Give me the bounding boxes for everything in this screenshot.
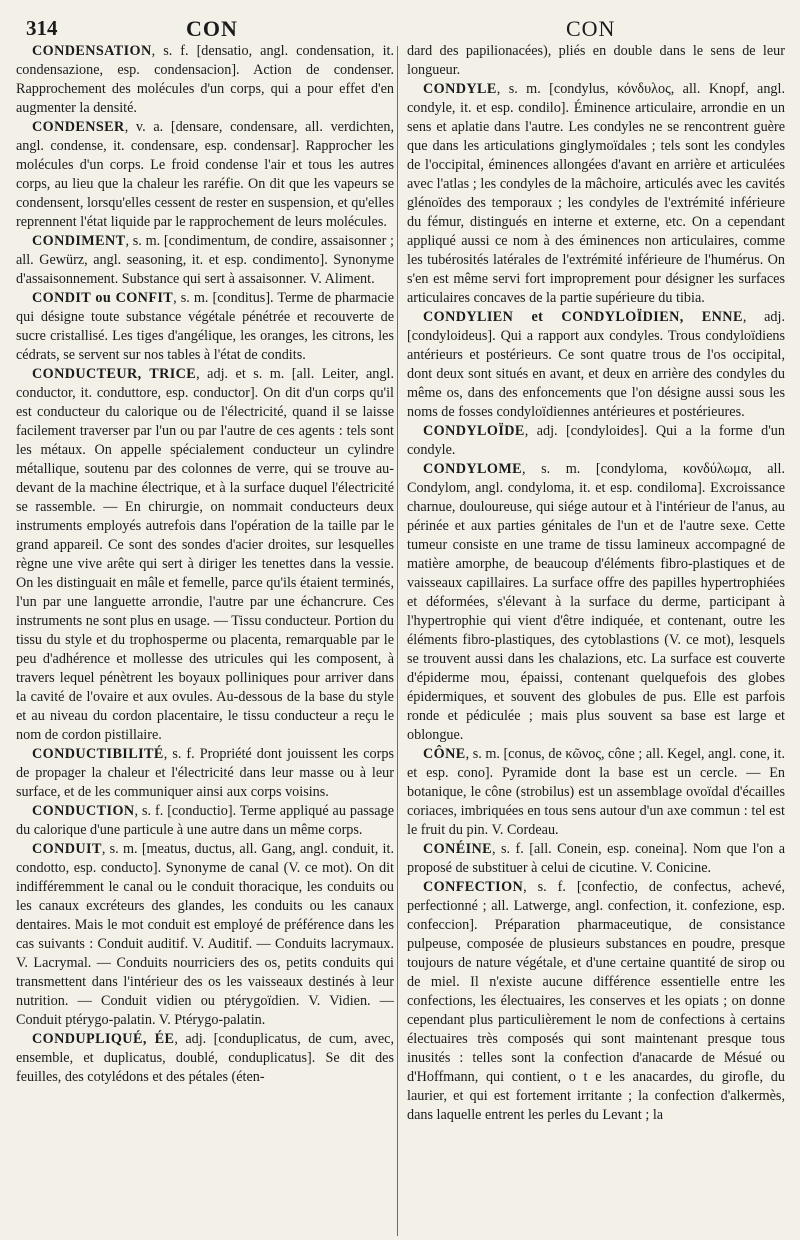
running-head-right: CON <box>566 16 616 41</box>
entry-headword: CONFECTION <box>423 879 524 895</box>
entry-headword: CONDYLE <box>423 81 497 97</box>
dictionary-entry <box>16 745 394 802</box>
entry-text: , s. m. [meatus, ductus, all. Gang, angl. conduit, it. condotto, esp. conducto]. Synonyme de canal (V. ce mot). On dit indifféremment le canal ou le conduit thoracique, les conduits ou les canaux excréteurs des glandes, les conduits ou les canaux dentaires. Mais le mot conduit est employé de préférence dans les cas suivants : Conduit auditif. V. Auditif. — Conduits lacrymaux. V. Lacrymal. — Conduits nourriciers des os, petits conduits qui transmettent dans l'intérieur des os les vaisseaux destinés à leur nutrition. — Conduit vidien ou ptérygoïdien. V. Vidien. — Conduit ptérygo-palatin. V. Ptérygo-palatin. <box>16 841 394 1028</box>
entry-headword: CONDENSER <box>32 119 125 135</box>
right-column <box>407 42 785 1238</box>
entry-headword: CONDUIT <box>32 841 102 857</box>
entry-text: , adj. [condyloideus]. Qui a rapport aux condyles. Trous condyloïdiens antérieurs et postérieurs. Ce sont quatre trous de l'os occipital, dont deux sont situés en avant, et deux en arrière des condyles du même os, dans des enfoncements que l'on désigne aussi sous les noms de fosses condyloïdiennes antérieures et postérieures. <box>407 309 785 420</box>
dictionary-entry <box>16 802 394 840</box>
dictionary-entry <box>407 878 785 1125</box>
dictionary-entry <box>16 840 394 1030</box>
dictionary-entry <box>16 42 394 118</box>
entry-headword: CONDYLIEN et CONDYLOÏDIEN, ENNE <box>423 309 743 325</box>
page-number: 314 <box>26 16 58 40</box>
entry-headword: CONDYLOÏDE <box>423 423 525 439</box>
entry-text: , adj. [condyloides]. Qui a la forme d'un condyle. <box>407 423 785 458</box>
running-head-left: CON <box>186 16 238 41</box>
entry-headword: CONÉINE <box>423 841 493 857</box>
entry-text: , s. m. [condimentum, de condire, assaisonner ; all. Gewürz, angl. seasoning, it. et esp. condimento]. Synonyme d'assaisonnement. Substance qui sert à assaisonner. V. Aliment. <box>16 233 394 287</box>
dictionary-entry <box>16 232 394 289</box>
dictionary-entry <box>16 289 394 365</box>
entry-text: , s. f. [densatio, angl. condensation, it. condensazione, esp. condensacion]. Action de condenser. Rapprochement des molécules d'un corps, qui a pour effet d'en augmenter la densité. <box>16 43 394 116</box>
entry-text: dard des papilionacées), pliés en double dans le sens de leur longueur. <box>407 43 785 78</box>
entry-headword: CONDUCTION <box>32 803 135 819</box>
entry-headword: CONDYLOME <box>423 461 522 477</box>
entry-headword: CONDIMENT <box>32 233 126 249</box>
dictionary-entry <box>407 460 785 745</box>
dictionary-entry <box>16 1030 394 1087</box>
entry-text: , s. f. [conductio]. Terme appliqué au passage du calorique d'une particule à une autre dans un même corps. <box>16 803 394 838</box>
entry-headword: CONDUCTEUR, TRICE <box>32 366 197 382</box>
dictionary-entry <box>407 840 785 878</box>
dictionary-entry <box>16 118 394 232</box>
entry-headword: CÔNE <box>423 746 466 762</box>
entry-text: , s. m. [condyloma, κονδύλωμα, all. Condylom, angl. condyloma, it. et esp. condiloma]. Excroissance charnue, douloureuse, qui siége autour et à l'intérieur de l'anus, au périnée et aux parties génitales de l'un et de l'autre sexe. Cette tumeur consiste en une trame de tissu lamineux accompagné de matière amorphe, de beaucoup d'éléments fibro-plastiques et de vaisseaux capillaires. La surface offre des papilles hypertrophiées et déformées, s'élevant à la surface du derme, participant à l'hypertrophie qui vient d'être indiquée, et contenant, outre les éléments fibro-plastiques, des cytoblastions (V. ce mot), lesquels se trouvent aussi dans les chalazions, etc. La surface est couverte d'épiderme mou, épaissi, contenant quelquefois des globes épidermiques, et souvent des globules de pus. Elle est parfois ronde et pédiculée ; mais plus souvent sa base est large et oblongue. <box>407 461 785 743</box>
entry-headword: CONDUCTIBILITÉ <box>32 746 164 762</box>
dictionary-entry <box>407 422 785 460</box>
entry-text: , s. m. [conus, de κῶνος, cône ; all. Kegel, angl. cone, it. et esp. cono]. Pyramide dont la base est un cercle. — En botanique, le cône (strobilus) est un assemblage ovoïdal d'écailles coriaces, imbriquées en tous sens autour d'un axe commun : tel est le fruit du pin. V. Cordeau. <box>407 746 785 838</box>
entry-text: , s. f. Propriété dont jouissent les corps de propager la chaleur et l'électricité dans leur masse ou à leur surface, et de les communiquer ainsi aux corps voisins. <box>16 746 394 800</box>
dictionary-entry <box>407 745 785 840</box>
entry-headword: CONDUPLIQUÉ, ÉE <box>32 1031 175 1047</box>
entry-text: , adj. [conduplicatus, de cum, avec, ensemble, et duplicatus, doublé, conduplicatus]. Se dit des feuilles, des cotylédons et des pétales (éten- <box>16 1031 394 1085</box>
entry-text: , v. a. [densare, condensare, all. verdichten, angl. condense, it. condensare, esp. condensar]. Rapprocher les molécules d'un corps. Le froid condense l'air et tous les autres corps, au lieu que la chaleur les raréfie. On dit que les vapeurs se condensent, lorsqu'elles cessent de rester en suspension, et qu'elles reprennent l'état liquide par le rapprochement de leurs molécules. <box>16 119 394 230</box>
column-divider <box>397 46 398 1236</box>
dictionary-entry <box>407 308 785 422</box>
dictionary-entry <box>407 80 785 308</box>
entry-headword: CONDIT ou CONFIT <box>32 290 174 306</box>
entry-text: , adj. et s. m. [all. Leiter, angl. conductor, it. conduttore, esp. conductor]. On dit d'un corps qu'il est conducteur du calorique ou de l'électricité, quand il se laisse facilement traverser par l'un ou par l'autre de ces agents : tels sont les métaux. On appelle spécialement conducteur un cylindre métallique, soutenu par des colonnes de verre, qui se trouve au-devant de la machine électrique, et à la surface duquel l'électricité se rassemble. — En chirurgie, on nommait conducteurs deux instruments employés autrefois dans l'opération de la taille par le grand appareil. Ce sont des sondes d'acier droites, sur lesquelles règne une vive arête qui sert à diriger les tenettes dans la vessie. On les distinguait en mâle et femelle, parce qu'ils étaient terminés, l'un par une languette arrondie, l'autre par une échancrure. Ces instruments ne sont plus en usage. — Tissu conducteur. Portion du tissu du style et du trophosperme ou placenta, remarquable par le peu d'adhérence et mollesse des utricules qui les composent, à travers lequel pénètrent les boyaux polliniques pour arriver dans la cavité de l'ovaire et aux ovules. Au-dessous de la base du style et au niveau du cordon placentaire, le tissu conducteur a reçu le nom de cordon pistillaire. <box>16 366 394 743</box>
entry-text: , s. f. [all. Conein, esp. coneina]. Nom que l'on a proposé de substituer à celui de cicutine. V. Conicine. <box>407 841 785 876</box>
entry-headword: CONDENSATION <box>32 43 152 59</box>
dictionary-entry <box>16 365 394 745</box>
dictionary-entry-continuation <box>407 42 785 80</box>
entry-text: , s. m. [condylus, κόνδυλος, all. Knopf, angl. condyle, it. et esp. condilo]. Éminence articulaire, arrondie en un sens et aplatie dans l'autre. Les condyles ne se rencontrent guère que dans les articulations ginglymoïdales ; tels sont les condyles de l'occipital, éminences allongées d'avant en arrière et articulées avec l'atlas ; les condyles de la mâchoire, articulés avec les cavités glénoïdes des temporaux ; les condyles de l'extrémité inférieure du fémur, distingués en interne et externe, etc. On a cependant appliqué aussi ce nom à des éminences non articulaires, comme les tubérosités latérales de l'extrémité inférieure de l'humérus. On s'en est même servi fort improprement pour désigner les surfaces articulaires concaves de la partie supérieure du tibia. <box>407 81 785 306</box>
entry-text: , s. m. [conditus]. Terme de pharmacie qui désigne toute substance végétale pénétrée et recouverte de sucre cristallisé. Les tiges d'angélique, les oranges, les citrons, les cédrats, se servent sur nos tables à l'état de condits. <box>16 290 394 363</box>
left-column <box>16 42 394 1238</box>
entry-text: , s. f. [confectio, de confectus, achevé, perfectionné ; all. Latwerge, angl. confection, it. confezione, esp. confeccion]. Préparation pharmaceutique, de consistance pulpeuse, composée de plusieurs substances en poudre, presque toujours de nature végétale, et d'une certaine quantité de sirop ou de miel. Il n'existe aucune différence essentielle entre les confections, les électuaires, les conserves et les opiats ; on donne cependant plus particulièrement le nom de confections à certains électuaires très composés qui sont maintenant presque tous inusités : telles sont la confection d'anacarde de Mésué ou d'Hoffmann, qui contient, o t e les anacardes, du girofle, du laurier, et qui est fortement irritante ; la confection d'alkermès, dans laquelle entrent les perles du Levant ; la <box>407 879 785 1123</box>
